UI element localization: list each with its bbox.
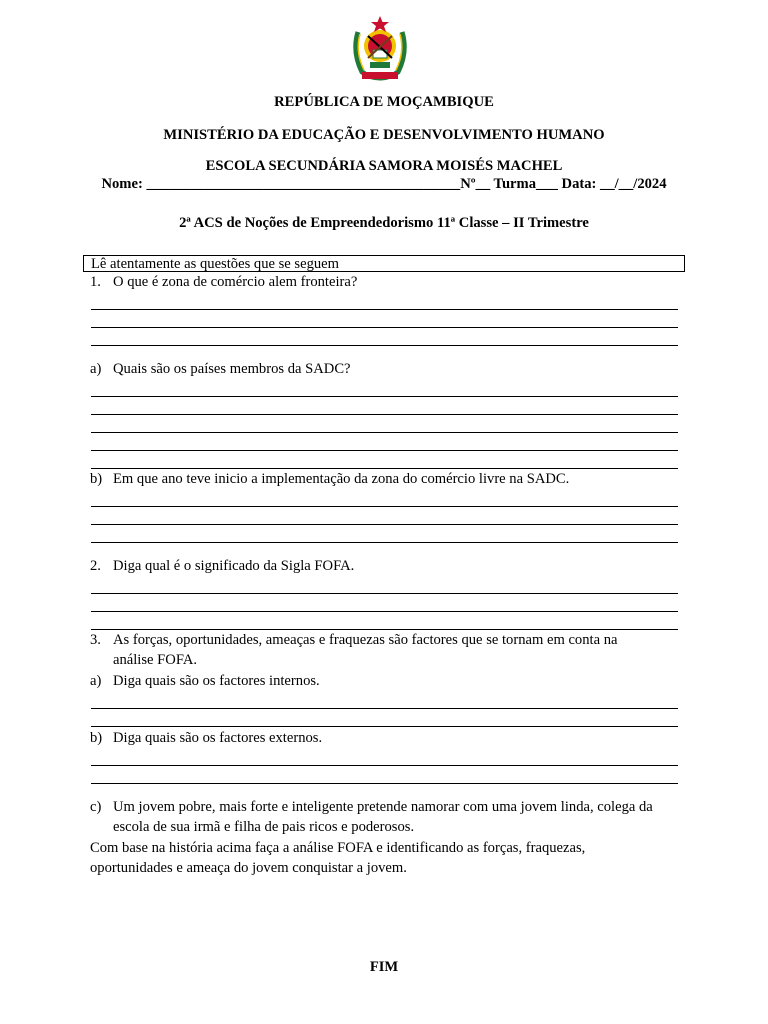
question-1 — [90, 272, 690, 292]
question-number: b) — [90, 471, 103, 487]
answer-line — [91, 327, 678, 328]
test-title: 2ª ACS de Noções de Empreendedorismo 11ª Classe – II Trimestre — [179, 215, 589, 231]
end-marker: FIM — [369, 959, 399, 975]
question-text: Diga quais são os factores externos. — [113, 730, 323, 746]
closing-paragraph-line-1: Com base na história acima faça a análise FOFA e identificando as forças, fraquezas, — [90, 840, 586, 856]
question-text: Quais são os países membros da SADC? — [113, 361, 351, 377]
answer-line — [91, 432, 678, 433]
question-text: As forças, oportunidades, ameaças e fraquezas são factores que se tornam em conta na — [113, 632, 618, 648]
question-3a — [90, 671, 690, 691]
question-number: b) — [90, 730, 103, 746]
answer-line — [91, 765, 678, 766]
question-text: Um jovem pobre, mais forte e inteligente pretende namorar com uma jovem linda, colega da — [113, 799, 653, 815]
answer-line — [91, 542, 678, 543]
instruction-box: Lê atentamente as questões que se seguem — [83, 255, 685, 272]
question-3c — [90, 797, 690, 837]
question-number: a) — [90, 673, 102, 689]
coat-of-arms-emblem — [350, 12, 410, 84]
question-number: a) — [90, 361, 102, 377]
question-text: Em que ano teve inicio a implementação da zona do comércio livre na SADC. — [113, 471, 570, 487]
answer-line — [91, 506, 678, 507]
closing-paragraph-line-2: oportunidades e ameaça do jovem conquistar a jovem. — [90, 860, 407, 876]
question-number: 3. — [90, 632, 101, 648]
question-text-continued: escola de sua irmã e filha de pais ricos e poderosos. — [113, 819, 415, 835]
question-number: c) — [90, 799, 102, 815]
answer-line — [91, 783, 678, 784]
answer-line — [91, 524, 678, 525]
answer-line — [91, 414, 678, 415]
question-3 — [90, 630, 690, 670]
question-text: Diga qual é o significado da Sigla FOFA. — [113, 558, 355, 574]
question-3b — [90, 728, 690, 748]
answer-line — [91, 450, 678, 451]
answer-line — [91, 726, 678, 727]
student-info-line: Nome: ___________________________________________Nº__ Turma___ Data: __/__/2024 — [101, 176, 667, 192]
answer-line — [91, 611, 678, 612]
question-number: 2. — [90, 558, 101, 574]
question-1a — [90, 359, 690, 379]
ministry-heading: MINISTÉRIO DA EDUCAÇÃO E DESENVOLVIMENTO HUMANO — [163, 127, 605, 143]
school-heading: ESCOLA SECUNDÁRIA SAMORA MOISÉS MACHEL — [205, 158, 563, 174]
answer-line — [91, 593, 678, 594]
question-2 — [90, 556, 690, 576]
answer-line — [91, 396, 678, 397]
question-1b — [90, 469, 690, 489]
question-text: Diga quais são os factores internos. — [113, 673, 320, 689]
answer-line — [91, 345, 678, 346]
question-text: O que é zona de comércio alem fronteira? — [113, 274, 358, 290]
answer-line — [91, 309, 678, 310]
question-text-continued: análise FOFA. — [113, 652, 198, 668]
answer-line — [91, 708, 678, 709]
question-number: 1. — [90, 274, 101, 290]
republic-heading: REPÚBLICA DE MOÇAMBIQUE — [274, 94, 494, 110]
